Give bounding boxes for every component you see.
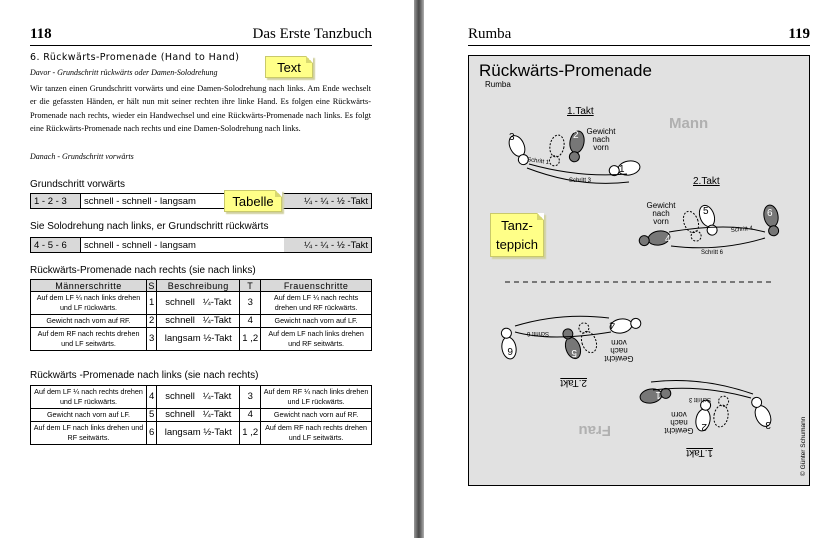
table-row [31, 315, 372, 328]
right-page-number: 119 [788, 26, 810, 42]
panel-subtitle: Rumba [485, 80, 511, 89]
tempo: langsam [164, 333, 201, 344]
men-gewicht-1c: vorn [593, 143, 609, 152]
note-line-2: teppich [496, 237, 538, 252]
women-gewicht-1c: vorn [671, 410, 687, 419]
table-grundschritt [30, 193, 372, 209]
women-num-3: 3 [765, 419, 771, 430]
book-title: Das Erste Tanzbuch [252, 26, 372, 42]
table-row [31, 194, 372, 209]
rhythm-cell: schnell - schnell - langsam [81, 194, 284, 209]
description [157, 315, 240, 328]
section-title-grundschritt: Grundschritt vorwärts [30, 179, 126, 190]
table-row [31, 422, 372, 445]
header-beschreibung: Beschreibung [157, 280, 240, 292]
men-num-3: 3 [509, 132, 515, 143]
description [157, 409, 240, 422]
steps-cell: 4 - 5 - 6 [31, 238, 81, 253]
beat: ¼-Takt [202, 297, 232, 308]
table-header-row [31, 280, 372, 292]
dance-diagram-panel [468, 55, 810, 486]
label-takt2: 2.Takt [693, 176, 720, 187]
men-gewicht-1a: Gewicht [586, 127, 616, 136]
women-origin-foot [712, 395, 731, 428]
men-num-4: 4 [665, 234, 671, 245]
men-gewicht-1b: nach [592, 135, 610, 144]
step-number: 2 [147, 315, 157, 328]
description [157, 328, 240, 351]
women-step: Gewicht nach vorn auf LF. [261, 315, 372, 328]
women-step: Auf dem LF nach links drehen und RF seitwärts. [261, 328, 372, 351]
women-num-4: 4 [609, 319, 615, 330]
men-gewicht-2c: vorn [653, 217, 669, 226]
women-gewicht-1a: Gewicht [664, 426, 694, 435]
beat: ½-Takt [203, 333, 232, 344]
tempo: langsam [164, 427, 201, 438]
count: 4 [240, 315, 261, 328]
label-mann: Mann [669, 115, 709, 132]
label-frau: Frau [578, 422, 611, 439]
step-number: 4 [147, 386, 157, 409]
table-promenade-rechts [30, 279, 372, 351]
men-step: Gewicht nach vorn auf LF. [31, 409, 147, 422]
beat: ¼-Takt [202, 315, 232, 326]
left-page-header [30, 26, 372, 46]
women-step: Auf dem RF ¼ nach links drehen und LF rückwärts. [261, 386, 372, 409]
figure-heading: 6. Rückwärts-Promenade (Hand to Hand) [30, 52, 240, 63]
label-takt2-frau: 2.Takt [560, 377, 587, 388]
women-num-5: 5 [571, 347, 577, 358]
women-gewicht-2a: Gewicht [604, 354, 634, 363]
footstep-diagram [469, 56, 811, 487]
table-row [31, 328, 372, 351]
description [157, 292, 240, 315]
section-title-promenade-links: Rückwärts -Promenade nach links (sie nach rechts) [30, 370, 259, 381]
men-gewicht-2a: Gewicht [646, 201, 676, 210]
timing-cell: ¼ - ¼ - ½ -Takt [284, 194, 372, 209]
header-s: S [148, 280, 155, 291]
label-schritt1-top: Schritt 1 [526, 157, 550, 167]
count: 4 [240, 409, 261, 422]
women-diagram [499, 316, 774, 458]
count: 3 [240, 386, 261, 409]
sticky-note-text: Text [265, 56, 313, 78]
intro-line: Davor - Grundschritt rückwärts oder Damen-Solodrehung [30, 68, 218, 77]
women-gewicht-2c: vorn [611, 338, 627, 347]
women-gewicht-1b: nach [670, 418, 688, 427]
table-row [31, 292, 372, 315]
men-step: Auf dem LF nach links drehen und RF seitwärts. [31, 422, 147, 445]
label-takt1: 1.Takt [567, 106, 594, 117]
note-line-1: Tanz- [501, 218, 533, 233]
tempo: schnell [165, 315, 195, 326]
men-num-1: 1 [619, 164, 625, 175]
label-schritt6-top: Schritt 6 [701, 250, 724, 256]
men-step-1-foot [608, 159, 641, 178]
right-page [424, 0, 840, 538]
label-takt1-frau: 1.Takt [686, 447, 713, 458]
tempo: schnell [165, 391, 195, 402]
rhythm-cell: schnell - schnell - langsam [81, 238, 284, 253]
men-gewicht-2b: nach [652, 209, 670, 218]
description-paragraph: Wir tanzen einen Grundschritt vorwärts und eine Damen-Solodrehung nach links. Am Ende wechselt er die gefassten Händen, er hält nun mit seiner rechten ihre linke Hand. Es folgen eine Rückwärts-Promenade nach rechts, wieder ein Handwechsel und eine Rückwärts-Promenade nach links. Es folgt eine Rückwärts-Promenade nach rechts und eine Damen-Solodrehung nach links. [30, 84, 371, 134]
men-origin-foot [547, 134, 566, 167]
section-title-solodrehung: Sie Solodrehung nach links, er Grundschritt rückwärts [30, 221, 269, 232]
women-num-1: 1 [655, 389, 661, 400]
left-page-number: 118 [30, 26, 52, 42]
label-schritt4-top: Schritt 4 [730, 225, 754, 234]
label-schritt3-top: Schritt 3 [569, 178, 592, 184]
men-num-6: 6 [767, 208, 773, 219]
women-num-2: 2 [701, 421, 707, 432]
header-maennerschritte: Männerschritte [31, 280, 147, 292]
panel-title: Rückwärts-Promenade [479, 61, 652, 80]
step-number: 6 [147, 422, 157, 445]
beat: ½-Takt [203, 427, 232, 438]
description [157, 422, 240, 445]
women-step: Auf dem LF ¼ nach rechts drehen und RF rückwärts. [261, 292, 372, 315]
timing-cell: ¼ - ¼ - ½ -Takt [284, 238, 372, 253]
table-row [31, 238, 372, 253]
tempo: schnell [165, 409, 195, 420]
step-number: 3 [147, 328, 157, 351]
steps-cell: 1 - 2 - 3 [31, 194, 81, 209]
copyright: © Günter Schumann [800, 416, 807, 476]
tempo: schnell [165, 297, 195, 308]
section-name: Rumba [468, 26, 512, 42]
women-step: Auf dem RF nach rechts drehen und LF seitwärts. [261, 422, 372, 445]
table-row [31, 409, 372, 422]
men-step: Auf dem RF nach rechts drehen und LF seitwärts. [31, 328, 147, 351]
men-path-schritt6 [671, 238, 765, 248]
beat: ¼-Takt [202, 391, 232, 402]
table-promenade-links [30, 385, 372, 445]
men-step: Auf dem LF ¼ nach rechts drehen und LF rückwärts. [31, 386, 147, 409]
women-num-6: 6 [507, 345, 513, 356]
step-number: 1 [147, 292, 157, 315]
sticky-note-tabelle: Tabelle [224, 190, 282, 212]
count: 1 ,2 [240, 328, 261, 351]
step-number: 5 [147, 409, 157, 422]
count: 3 [240, 292, 261, 315]
after-line: Danach - Grundschritt vorwärts [30, 152, 134, 161]
men-step: Gewicht nach vorn auf RF. [31, 315, 147, 328]
description [157, 386, 240, 409]
table-solodrehung [30, 237, 372, 253]
label-schritt6-frau: Schritt 6 [526, 330, 549, 336]
left-page [0, 0, 414, 538]
men-num-5: 5 [703, 206, 709, 217]
women-path-schritt6 [515, 316, 609, 326]
header-frauenschritte: Frauenschritte [261, 280, 372, 292]
label-schritt3-frau: Schritt 3 [688, 396, 711, 402]
right-page-header [468, 26, 810, 46]
men-step: Auf dem LF ¼ nach links drehen und LF rückwärts. [31, 292, 147, 315]
men-num-2: 2 [573, 130, 579, 141]
header-t: T [240, 280, 261, 292]
sticky-note-tanzteppich [490, 213, 544, 257]
book-gutter [414, 0, 424, 538]
women-step: Gewicht nach vorn auf RF. [261, 409, 372, 422]
women-gewicht-2b: nach [610, 346, 628, 355]
section-title-promenade-rechts: Rückwärts-Promenade nach rechts (sie nach links) [30, 265, 256, 276]
table-row [31, 386, 372, 409]
beat: ¼-Takt [202, 409, 232, 420]
count: 1 ,2 [240, 422, 261, 445]
